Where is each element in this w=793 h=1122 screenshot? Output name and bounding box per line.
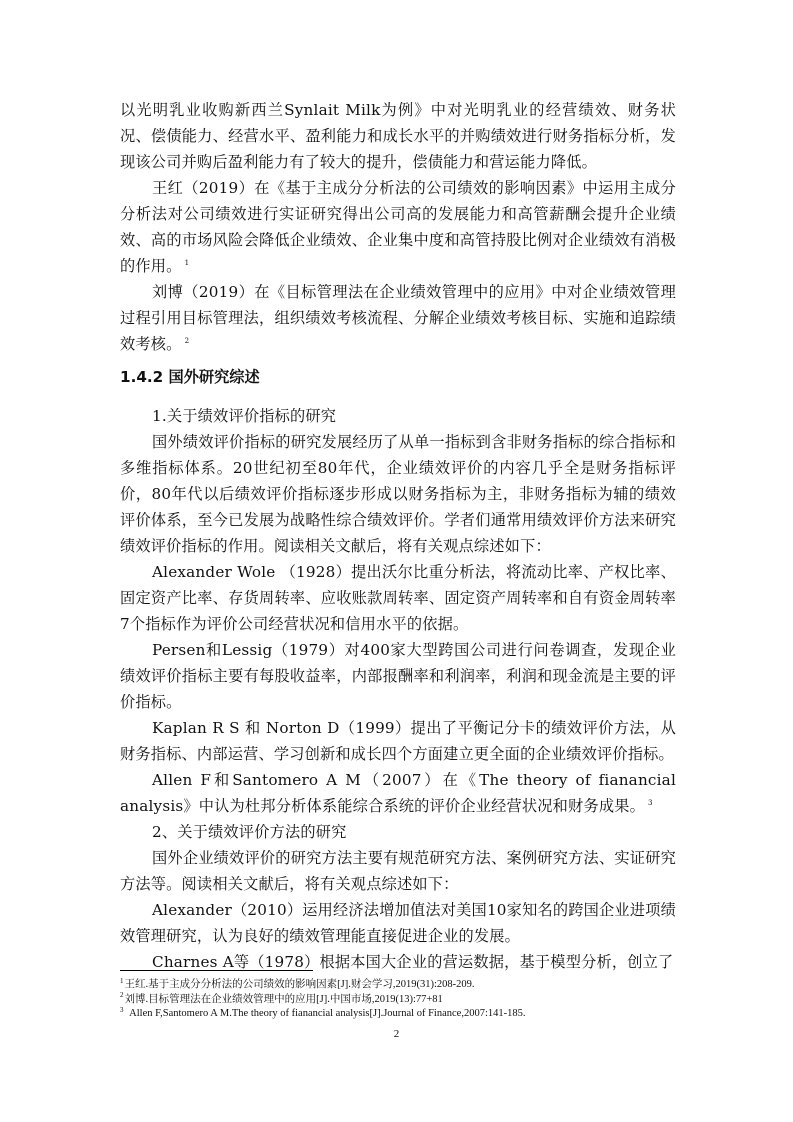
paragraph-wanghong-text: 王红（2019）在《基于主成分分析法的公司绩效的影响因素》中运用主成分分析法对公司绩效进行实证研究得出公司高的发展能力和高管薪酬会提升企业绩效、高的市场风险会降低企业绩效、企业集中度和高管持股比例对企业绩效有消极的作用。 <box>120 179 676 275</box>
paragraph-guangming: 以光明乳业收购新西兰Synlait Milk为例》中对光明乳业的经营绩效、财务状况、偿债能力、经营水平、盈利能力和成长水平的并购绩效进行财务指标分析，发现该公司并购后盈利能力有了较大的提升，偿债能力和营运能力降低。 <box>120 101 676 171</box>
footnote-text: 王红.基于主成分分析法的公司绩效的影响因素[J].财会学习,2019(31):208-209. <box>124 979 475 990</box>
paragraph-kaplan: Kaplan R S 和 Norton D（1999）提出了平衡记分卡的绩效评价方法，从财务指标、内部运营、学习创新和成长四个方面建立更全面的企业绩效评价指标。 <box>120 719 676 763</box>
footnotes <box>120 978 680 1022</box>
footnote-number: 3 <box>120 1005 124 1014</box>
paragraph-liubo-text: 刘博（2019）在《目标管理法在企业绩效管理中的应用》中对企业绩效管理过程引用目标管理法，组织绩效考核流程、分解企业绩效考核目标、实施和追踪绩效考核。 <box>120 283 676 353</box>
footnote-item <box>120 1007 680 1022</box>
footnote-number: 2 <box>120 991 124 999</box>
paragraph-alexander: Alexander（2010）运用经济法增加值法对美国10家知名的跨国企业进项绩效管理研究，认为良好的绩效管理能直接促进企业的发展。 <box>120 901 676 945</box>
paragraph-liubo <box>120 279 676 357</box>
footnote-ref-1[interactable]: 1 <box>184 258 190 267</box>
footnote-text: 刘博.目标管理法在企业绩效管理中的应用[J].中国市场,2019(13):77+81 <box>124 993 443 1005</box>
paragraph-wole: Alexander Wole （1928）提出沃尔比重分析法，将流动比率、产权比率、固定资产比率、存货周转率、应收账款周转率、固定资产周转率和自有资金周转率7个指标作为评价公司经营状况和信用水平的依据。 <box>120 563 676 633</box>
paragraph-wanghong <box>120 175 676 279</box>
subheading-indicators: 1.关于绩效评价指标的研究 <box>152 407 337 425</box>
subheading-methods: 2、关于绩效评价方法的研究 <box>152 823 347 841</box>
paragraph-indicator-overview: 国外绩效评价指标的研究发展经历了从单一指标到含非财务指标的综合指标和多维指标体系。20世纪初至80年代，企业绩效评价的内容几乎全是财务指标评价，80年代以后绩效评价指标逐步形成以财务指标为主，非财务指标为辅的绩效评价体系，至今已发展为战略性综合绩效评价。学者们通常用绩效评价方法来研究绩效评价指标的作用。阅读相关文献后，将有关观点综述如下： <box>120 433 676 555</box>
paragraph-methods-overview: 国外企业绩效评价的研究方法主要有规范研究方法、案例研究方法、实证研究方法等。阅读相关文献后，将有关观点综述如下： <box>120 849 676 893</box>
paragraph-charnes: Charnes A等（1978）根据本国大企业的营运数据，基于模型分析，创立了 <box>152 953 674 971</box>
footnote-text: Allen F,Santomero A M.The theory of fianancial analysis[J].Journal of Finance,2007:141-185. <box>124 1008 526 1019</box>
paragraph-allen-text: Allen F和Santomero A M（2007）在《The theory of fianancial analysis》中认为杜邦分析体系能综合系统的评价企业经营状况和财务成果。 <box>120 771 676 815</box>
footnote-number: 1 <box>120 976 124 985</box>
footnote-item <box>120 993 680 1008</box>
lower-body-text <box>120 403 676 975</box>
upper-body-text <box>120 97 676 357</box>
page-number: 2 <box>393 1028 400 1040</box>
footnote-divider <box>120 970 313 971</box>
footnote-ref-2[interactable]: 2 <box>184 336 190 345</box>
footnote-item <box>120 978 680 993</box>
footnote-ref-3[interactable]: 3 <box>648 798 653 807</box>
paragraph-persen: Persen和Lessig（1979）对400家大型跨国公司进行问卷调查，发现企业绩效评价指标主要有每股收益率，内部报酬率和利润率，利润和现金流是主要的评价指标。 <box>120 641 676 711</box>
paragraph-allen <box>120 767 676 819</box>
section-heading: 1.4.2 国外研究综述 <box>120 368 260 386</box>
